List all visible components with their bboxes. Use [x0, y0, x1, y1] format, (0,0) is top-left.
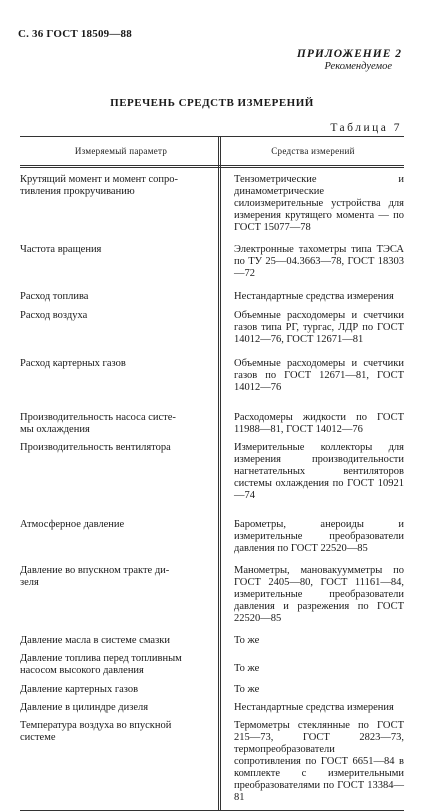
table-row: [20, 677, 404, 696]
table-row: [20, 167, 404, 235]
means-cell: Нестандартные средства измерения: [234, 291, 394, 302]
parameter-cell: Атмосферное давление: [20, 519, 125, 530]
table-row: [20, 696, 404, 714]
table-header-row: [20, 137, 404, 167]
table-row: [20, 555, 404, 625]
table-label: Таблица 7: [330, 122, 402, 134]
means-cell: Тензометрические и динамометрические силоизмерительные устройства для измерения крутящего момента — по ГОСТ 15077—78: [234, 174, 404, 233]
means-cell: Объемные расходомеры и счетчики газов типа РГ, тургас, ЛДР по ГОСТ 14012—76, ГОСТ 12671—81: [234, 310, 404, 345]
parameter-cell: Производительность насоса систе- мы охлаждения: [20, 412, 176, 435]
table-row: [20, 436, 404, 502]
table-row: [20, 625, 404, 647]
page-header: С. 36 ГОСТ 18509—88: [18, 28, 132, 40]
parameter-cell: Температура воздуха во впускной системе: [20, 714, 222, 811]
parameter-cell: Давление топлива перед топливным насосом высокого давления: [20, 653, 182, 676]
parameter-cell: Давление во впускном тракте ди- зеля: [20, 565, 170, 588]
parameter-cell: Расход топлива: [20, 291, 89, 302]
table-row: [20, 647, 404, 677]
table-row: [20, 502, 404, 555]
table-body: [20, 167, 404, 811]
measurement-table-wrap: [20, 136, 404, 811]
parameter-cell: Частота вращения: [20, 244, 102, 255]
means-cell: Расходомеры жидкости по ГОСТ 11988—81, ГОСТ 14012—76: [234, 412, 404, 435]
column-header-parameter: Измеряемый параметр: [20, 137, 222, 167]
parameter-cell: Давление в цилиндре дизеля: [20, 702, 149, 713]
table-row: [20, 303, 404, 346]
column-divider: [218, 136, 224, 811]
table-row: [20, 346, 404, 394]
means-cell: Барометры, анероиды и измерительные преобразователи давления по ГОСТ 22520—85: [234, 519, 404, 554]
column-header-means: Средства измерений: [222, 137, 404, 167]
means-cell: То же: [234, 684, 260, 695]
document-title: ПЕРЕЧЕНЬ СРЕДСТВ ИЗМЕРЕНИЙ: [110, 97, 314, 109]
table-row: [20, 280, 404, 303]
parameter-cell: Расход воздуха: [20, 310, 88, 321]
means-cell: Объемные расходомеры и счетчики газов по ГОСТ 12671—81, ГОСТ 14012—76: [234, 358, 404, 393]
appendix-title: ПРИЛОЖЕНИЕ 2: [296, 48, 402, 60]
table-row: [20, 234, 404, 280]
means-cell: То же: [234, 635, 260, 646]
parameter-cell: Крутящий момент и момент сопро- тивления прокручиванию: [20, 174, 179, 197]
means-cell: Измерительные коллекторы для измерения производительности нагнетательных вентиляторов системы охлаждения по ГОСТ 10921—74: [234, 442, 404, 501]
parameter-cell: Давление масла в системе смазки: [20, 635, 170, 646]
means-cell: Нестандартные средства измерения: [234, 702, 394, 713]
means-cell: Электронные тахометры типа ТЭСА по ТУ 25—04.3663—78, ГОСТ 18303—72: [234, 244, 404, 279]
means-cell: Манометры, мановакуумметры по ГОСТ 2405—80, ГОСТ 11161—84, измерительные преобразователи давления и разрежения по ГОСТ 22520—85: [234, 565, 404, 624]
parameter-cell: Расход картерных газов: [20, 358, 126, 369]
measurement-table: [20, 136, 404, 811]
parameter-cell: Давление картерных газов: [20, 684, 139, 695]
table-row: [20, 394, 404, 436]
table-row: [20, 714, 404, 811]
means-cell: То же: [234, 663, 260, 674]
parameter-cell: Производительность вентилятора: [20, 442, 171, 453]
appendix-block: [297, 48, 402, 72]
means-cell: Термометры стеклянные по ГОСТ 215—73, ГОСТ 2823—73, термопреобразователи сопротивления по ГОСТ 6651—84 в комплекте с измерительными преобразователями по ГОСТ 13384—81: [222, 714, 404, 811]
appendix-subtitle: Рекомендуемое: [324, 61, 392, 72]
